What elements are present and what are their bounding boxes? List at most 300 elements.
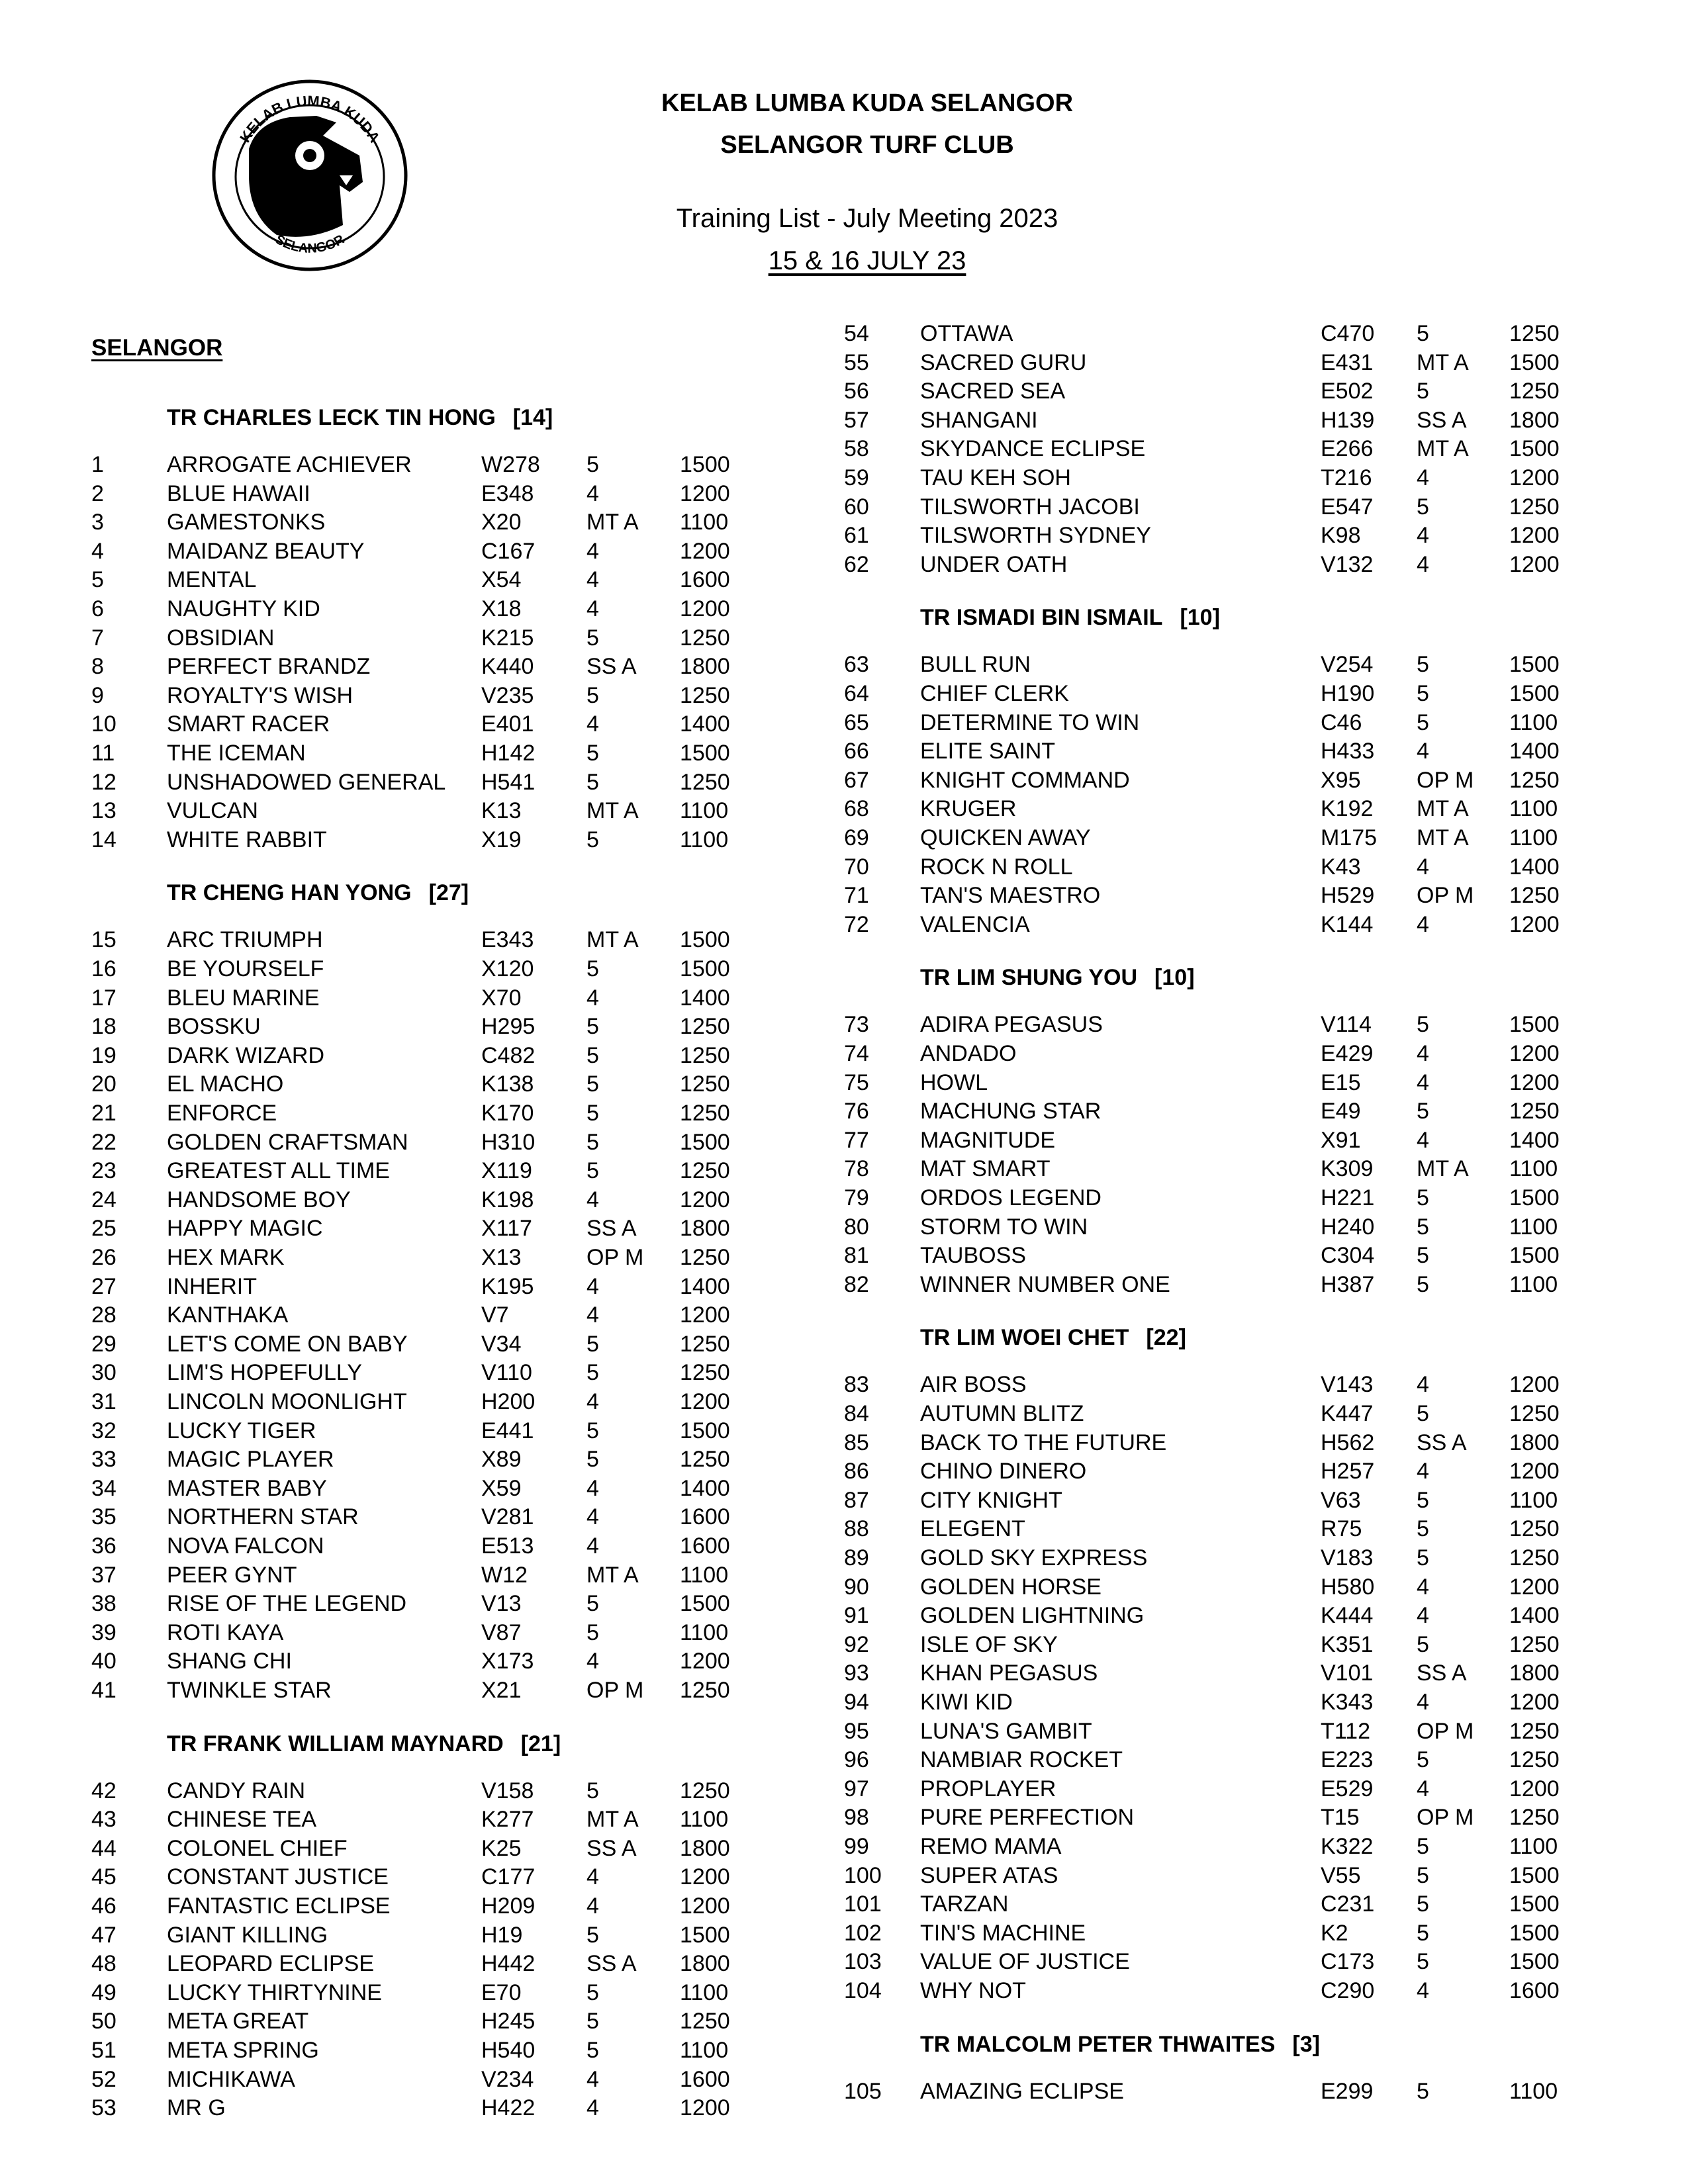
trainer-name: TR ISMADI BIN ISMAIL bbox=[920, 605, 1163, 631]
horse-name: ROCK N ROLL bbox=[920, 854, 1073, 880]
horse-name: EL MACHO bbox=[167, 1071, 284, 1097]
horse-name: CITY KNIGHT bbox=[920, 1487, 1062, 1513]
horse-number: 75 bbox=[844, 1069, 869, 1095]
horse-name: WHITE RABBIT bbox=[167, 827, 327, 852]
horse-name: LEOPARD ECLIPSE bbox=[167, 1951, 375, 1977]
club-name-malay: KELAB LUMBA KUDA SELANGOR bbox=[661, 89, 1074, 117]
horse-class: 4 bbox=[1417, 1069, 1429, 1095]
horse-class: 5 bbox=[1417, 1545, 1429, 1570]
horse-number: 44 bbox=[91, 1835, 117, 1861]
horse-name: KHAN PEGASUS bbox=[920, 1661, 1098, 1686]
horse-code: E441 bbox=[481, 1418, 534, 1443]
horse-distance: 1250 bbox=[680, 2009, 730, 2034]
horse-distance: 1250 bbox=[680, 625, 730, 651]
trainer-name: TR FRANK WILLIAM MAYNARD bbox=[167, 1731, 504, 1756]
horse-name: AIR BOSS bbox=[920, 1372, 1027, 1398]
horse-number: 9 bbox=[91, 682, 104, 708]
horse-name: ENFORCE bbox=[167, 1101, 277, 1126]
horse-name: DARK WIZARD bbox=[167, 1042, 324, 1068]
horse-number: 51 bbox=[91, 2038, 117, 2063]
horse-code: V87 bbox=[481, 1619, 522, 1645]
horse-name: CANDY RAIN bbox=[167, 1778, 306, 1803]
horse-code: X59 bbox=[481, 1475, 522, 1501]
horse-code: H221 bbox=[1321, 1185, 1375, 1210]
horse-distance: 1200 bbox=[680, 480, 730, 506]
horse-number: 63 bbox=[844, 652, 869, 678]
horse-class: 4 bbox=[1417, 1690, 1429, 1715]
horse-class: 4 bbox=[1417, 1459, 1429, 1484]
horse-name: BOSSKU bbox=[167, 1014, 261, 1040]
horse-code: V235 bbox=[481, 682, 534, 708]
horse-name: STORM TO WIN bbox=[920, 1214, 1088, 1240]
horse-number: 11 bbox=[91, 741, 115, 766]
horse-number: 54 bbox=[844, 321, 869, 346]
horse-name: WINNER NUMBER ONE bbox=[920, 1271, 1170, 1297]
horse-name: LINCOLN MOONLIGHT bbox=[167, 1389, 407, 1414]
horse-class: 5 bbox=[1417, 1243, 1429, 1269]
horse-name: KNIGHT COMMAND bbox=[920, 767, 1130, 793]
horse-distance: 1250 bbox=[680, 1778, 730, 1803]
horse-distance: 1250 bbox=[680, 1158, 730, 1184]
horse-name: ARC TRIUMPH bbox=[167, 927, 323, 953]
horse-distance: 1600 bbox=[680, 1533, 730, 1559]
horse-class: MT A bbox=[586, 927, 639, 953]
horse-number: 45 bbox=[91, 1864, 117, 1890]
trainer-heading bbox=[920, 965, 1195, 991]
horse-code: R75 bbox=[1321, 1516, 1362, 1542]
horse-class: 5 bbox=[1417, 709, 1429, 735]
horse-distance: 1500 bbox=[680, 452, 730, 477]
horse-number: 78 bbox=[844, 1156, 869, 1182]
horse-name: REMO MAMA bbox=[920, 1834, 1062, 1859]
horse-name: GAMESTONKS bbox=[167, 510, 326, 535]
horse-number: 12 bbox=[91, 769, 117, 795]
horse-name: LIM'S HOPEFULLY bbox=[167, 1360, 362, 1386]
horse-name: QUICKEN AWAY bbox=[920, 825, 1091, 850]
horse-class: 4 bbox=[586, 1893, 599, 1919]
horse-class: 5 bbox=[586, 2038, 599, 2063]
horse-code: K322 bbox=[1321, 1834, 1374, 1859]
horse-number: 37 bbox=[91, 1562, 117, 1588]
horse-number: 3 bbox=[91, 510, 104, 535]
horse-number: 86 bbox=[844, 1459, 869, 1484]
horse-class: 5 bbox=[1417, 321, 1429, 346]
horse-distance: 1200 bbox=[1509, 523, 1560, 549]
trainer-count: [10] bbox=[1180, 605, 1220, 631]
horse-distance: 1600 bbox=[680, 2066, 730, 2092]
horse-name: PROPLAYER bbox=[920, 1776, 1056, 1801]
horse-number: 42 bbox=[91, 1778, 117, 1803]
horse-distance: 1100 bbox=[1509, 1834, 1558, 1859]
horse-number: 99 bbox=[844, 1834, 869, 1859]
horse-code: X70 bbox=[481, 985, 522, 1011]
horse-distance: 1250 bbox=[1509, 767, 1560, 793]
horse-number: 50 bbox=[91, 2009, 117, 2034]
horse-code: H245 bbox=[481, 2009, 536, 2034]
horse-code: C167 bbox=[481, 538, 536, 564]
horse-class: 5 bbox=[586, 1778, 599, 1803]
horse-code: X18 bbox=[481, 596, 522, 621]
horse-distance: 1250 bbox=[680, 769, 730, 795]
horse-code: C46 bbox=[1321, 709, 1362, 735]
horse-name: FANTASTIC ECLIPSE bbox=[167, 1893, 391, 1919]
horse-code: K215 bbox=[481, 625, 534, 651]
horse-code: X21 bbox=[481, 1678, 522, 1703]
horse-name: ISLE OF SKY bbox=[920, 1631, 1058, 1657]
horse-code: X54 bbox=[481, 567, 522, 593]
horse-distance: 1200 bbox=[680, 1187, 730, 1212]
horse-class: SS A bbox=[586, 1951, 637, 1977]
horse-distance: 1400 bbox=[680, 985, 730, 1011]
horse-distance: 1400 bbox=[680, 1273, 730, 1299]
horse-code: C470 bbox=[1321, 321, 1375, 346]
horse-distance: 1250 bbox=[1509, 1631, 1560, 1657]
horse-number: 105 bbox=[844, 2078, 882, 2104]
horse-distance: 1250 bbox=[680, 1447, 730, 1473]
meeting-dates: 15 & 16 JULY 23 bbox=[768, 246, 966, 275]
horse-name: MENTAL bbox=[167, 567, 257, 593]
horse-name: SKYDANCE ECLIPSE bbox=[920, 436, 1146, 462]
horse-name: GREATEST ALL TIME bbox=[167, 1158, 390, 1184]
horse-number: 58 bbox=[844, 436, 869, 462]
trainer-name: TR LIM WOEI CHET bbox=[920, 1325, 1129, 1351]
document-title: Training List - July Meeting 2023 bbox=[676, 204, 1058, 233]
horse-number: 73 bbox=[844, 1012, 869, 1038]
horse-code: C290 bbox=[1321, 1978, 1375, 2003]
horse-code: H562 bbox=[1321, 1430, 1375, 1455]
horse-class: 5 bbox=[586, 1042, 599, 1068]
horse-distance: 1250 bbox=[1509, 1516, 1560, 1542]
horse-class: 4 bbox=[586, 1533, 599, 1559]
horse-name: HAPPY MAGIC bbox=[167, 1216, 323, 1242]
horse-code: X89 bbox=[481, 1447, 522, 1473]
horse-distance: 1100 bbox=[680, 798, 729, 824]
horse-code: W278 bbox=[481, 452, 540, 477]
horse-name: HOWL bbox=[920, 1069, 988, 1095]
horse-class: OP M bbox=[1417, 1805, 1474, 1831]
horse-code: H580 bbox=[1321, 1574, 1375, 1600]
horse-distance: 1200 bbox=[680, 2095, 730, 2121]
horse-code: V7 bbox=[481, 1302, 509, 1328]
trainer-count: [10] bbox=[1154, 965, 1195, 991]
horse-code: E266 bbox=[1321, 436, 1374, 462]
horse-class: 5 bbox=[1417, 1631, 1429, 1657]
horse-number: 89 bbox=[844, 1545, 869, 1570]
horse-code: K277 bbox=[481, 1807, 534, 1833]
horse-number: 16 bbox=[91, 956, 117, 981]
horse-name: BLUE HAWAII bbox=[167, 480, 310, 506]
horse-distance: 1500 bbox=[1509, 1891, 1560, 1917]
horse-code: X13 bbox=[481, 1245, 522, 1270]
horse-class: 4 bbox=[1417, 854, 1429, 880]
horse-name: CHIEF CLERK bbox=[920, 681, 1069, 706]
horse-number: 10 bbox=[91, 711, 117, 737]
trainer-heading bbox=[920, 2032, 1320, 2058]
horse-class: 5 bbox=[586, 956, 599, 981]
horse-name: TIN'S MACHINE bbox=[920, 1920, 1086, 1946]
horse-class: 5 bbox=[586, 1591, 599, 1617]
horse-number: 96 bbox=[844, 1747, 869, 1773]
horse-name: LET'S COME ON BABY bbox=[167, 1331, 408, 1357]
horse-number: 66 bbox=[844, 739, 869, 764]
horse-number: 34 bbox=[91, 1475, 117, 1501]
horse-code: V132 bbox=[1321, 551, 1374, 577]
horse-name: LUCKY TIGER bbox=[167, 1418, 316, 1443]
horse-name: MAIDANZ BEAUTY bbox=[167, 538, 365, 564]
horse-code: V254 bbox=[1321, 652, 1374, 678]
horse-distance: 1500 bbox=[1509, 1243, 1560, 1269]
horse-name: VULCAN bbox=[167, 798, 258, 824]
horse-class: 5 bbox=[586, 1418, 599, 1443]
horse-distance: 1500 bbox=[680, 1922, 730, 1948]
horse-number: 52 bbox=[91, 2066, 117, 2092]
horse-number: 69 bbox=[844, 825, 869, 850]
horse-class: 4 bbox=[586, 2095, 599, 2121]
horse-code: K43 bbox=[1321, 854, 1361, 880]
horse-code: K138 bbox=[481, 1071, 534, 1097]
horse-class: MT A bbox=[586, 1807, 639, 1833]
horse-class: 5 bbox=[1417, 1099, 1429, 1124]
horse-number: 82 bbox=[844, 1271, 869, 1297]
horse-number: 23 bbox=[91, 1158, 117, 1184]
horse-code: X19 bbox=[481, 827, 522, 852]
horse-number: 76 bbox=[844, 1099, 869, 1124]
trainer-name: TR LIM SHUNG YOU bbox=[920, 965, 1138, 991]
horse-distance: 1200 bbox=[1509, 1069, 1560, 1095]
horse-number: 24 bbox=[91, 1187, 117, 1212]
horse-class: 5 bbox=[1417, 652, 1429, 678]
horse-code: K170 bbox=[481, 1101, 534, 1126]
horse-name: BLEU MARINE bbox=[167, 985, 320, 1011]
horse-name: ROYALTY'S WISH bbox=[167, 682, 353, 708]
horse-name: PERFECT BRANDZ bbox=[167, 654, 371, 680]
horse-class: 5 bbox=[586, 1129, 599, 1155]
horse-distance: 1250 bbox=[680, 1071, 730, 1097]
horse-name: KIWI KID bbox=[920, 1690, 1013, 1715]
horse-class: 5 bbox=[1417, 681, 1429, 706]
horse-distance: 1100 bbox=[680, 827, 729, 852]
horse-code: X95 bbox=[1321, 767, 1361, 793]
horse-number: 28 bbox=[91, 1302, 117, 1328]
horse-class: 4 bbox=[1417, 1574, 1429, 1600]
horse-code: V63 bbox=[1321, 1487, 1361, 1513]
horse-distance: 1100 bbox=[1509, 709, 1558, 735]
horse-distance: 1600 bbox=[680, 567, 730, 593]
horse-class: 5 bbox=[1417, 1401, 1429, 1426]
horse-code: H295 bbox=[481, 1014, 536, 1040]
horse-code: K351 bbox=[1321, 1631, 1374, 1657]
club-name-english: SELANGOR TURF CLUB bbox=[720, 131, 1014, 159]
horse-class: 5 bbox=[586, 2009, 599, 2034]
horse-name: ELEGENT bbox=[920, 1516, 1025, 1542]
horse-number: 87 bbox=[844, 1487, 869, 1513]
horse-code: C304 bbox=[1321, 1243, 1375, 1269]
horse-distance: 1100 bbox=[680, 510, 729, 535]
horse-distance: 1250 bbox=[1509, 494, 1560, 520]
horse-name: CHINO DINERO bbox=[920, 1459, 1087, 1484]
horse-name: INHERIT bbox=[167, 1273, 257, 1299]
horse-distance: 1200 bbox=[1509, 1574, 1560, 1600]
horse-name: GOLDEN CRAFTSMAN bbox=[167, 1129, 408, 1155]
horse-name: TAU KEH SOH bbox=[920, 465, 1071, 490]
horse-distance: 1200 bbox=[1509, 1776, 1560, 1801]
horse-code: E49 bbox=[1321, 1099, 1361, 1124]
horse-name: GOLDEN HORSE bbox=[920, 1574, 1102, 1600]
horse-number: 7 bbox=[91, 625, 104, 651]
horse-number: 6 bbox=[91, 596, 104, 621]
horse-distance: 1100 bbox=[1509, 1487, 1558, 1513]
horse-name: AUTUMN BLITZ bbox=[920, 1401, 1084, 1426]
horse-class: 5 bbox=[586, 1619, 599, 1645]
horse-name: TAUBOSS bbox=[920, 1243, 1026, 1269]
horse-name: HANDSOME BOY bbox=[167, 1187, 351, 1212]
horse-number: 39 bbox=[91, 1619, 117, 1645]
horse-code: V13 bbox=[481, 1591, 522, 1617]
horse-number: 70 bbox=[844, 854, 869, 880]
horse-number: 65 bbox=[844, 709, 869, 735]
horse-number: 36 bbox=[91, 1533, 117, 1559]
horse-name: UNSHADOWED GENERAL bbox=[167, 769, 446, 795]
horse-number: 77 bbox=[844, 1127, 869, 1153]
horse-code: W12 bbox=[481, 1562, 528, 1588]
horse-distance: 1400 bbox=[1509, 739, 1560, 764]
horse-code: V110 bbox=[481, 1360, 532, 1386]
horse-name: MACHUNG STAR bbox=[920, 1099, 1102, 1124]
horse-code: X117 bbox=[481, 1216, 532, 1242]
horse-number: 1 bbox=[91, 452, 104, 477]
horse-number: 81 bbox=[844, 1243, 869, 1269]
horse-class: 4 bbox=[586, 480, 599, 506]
horse-name: NORTHERN STAR bbox=[167, 1504, 359, 1530]
horse-class: 4 bbox=[586, 1475, 599, 1501]
horse-code: K198 bbox=[481, 1187, 534, 1212]
section-title: SELANGOR bbox=[91, 335, 223, 361]
horse-number: 60 bbox=[844, 494, 869, 520]
horse-number: 27 bbox=[91, 1273, 117, 1299]
horse-code: H541 bbox=[481, 769, 536, 795]
horse-class: OP M bbox=[1417, 1718, 1474, 1744]
horse-code: E70 bbox=[481, 1979, 522, 2005]
horse-distance: 1200 bbox=[680, 1389, 730, 1414]
horse-code: H422 bbox=[481, 2095, 536, 2121]
horse-code: V281 bbox=[481, 1504, 534, 1530]
horse-number: 71 bbox=[844, 883, 869, 909]
horse-name: META GREAT bbox=[167, 2009, 309, 2034]
horse-number: 4 bbox=[91, 538, 104, 564]
horse-distance: 1100 bbox=[1509, 796, 1558, 822]
trainer-heading bbox=[920, 1325, 1186, 1351]
horse-class: 5 bbox=[586, 1331, 599, 1357]
horse-number: 18 bbox=[91, 1014, 117, 1040]
horse-code: M175 bbox=[1321, 825, 1378, 850]
horse-class: 4 bbox=[586, 1864, 599, 1890]
horse-code: H190 bbox=[1321, 681, 1375, 706]
horse-distance: 1250 bbox=[680, 1042, 730, 1068]
horse-number: 97 bbox=[844, 1776, 869, 1801]
horse-name: OBSIDIAN bbox=[167, 625, 275, 651]
horse-number: 32 bbox=[91, 1418, 117, 1443]
horse-class: MT A bbox=[1417, 825, 1469, 850]
horse-name: SHANG CHI bbox=[167, 1649, 292, 1674]
horse-name: SACRED GURU bbox=[920, 349, 1087, 375]
horse-distance: 1250 bbox=[1509, 1805, 1560, 1831]
horse-class: 5 bbox=[586, 1360, 599, 1386]
horse-name: HEX MARK bbox=[167, 1245, 285, 1270]
horse-name: GIANT KILLING bbox=[167, 1922, 328, 1948]
horse-distance: 1200 bbox=[1509, 551, 1560, 577]
horse-distance: 1250 bbox=[680, 682, 730, 708]
horse-number: 104 bbox=[844, 1978, 882, 2003]
horse-name: ARROGATE ACHIEVER bbox=[167, 452, 412, 477]
horse-number: 90 bbox=[844, 1574, 869, 1600]
horse-code: V55 bbox=[1321, 1862, 1361, 1888]
horse-class: 5 bbox=[1417, 1920, 1429, 1946]
horse-code: E529 bbox=[1321, 1776, 1374, 1801]
horse-name: COLONEL CHIEF bbox=[167, 1835, 348, 1861]
horse-number: 83 bbox=[844, 1372, 869, 1398]
horse-code: K447 bbox=[1321, 1401, 1374, 1426]
horse-number: 19 bbox=[91, 1042, 117, 1068]
trainer-count: [27] bbox=[428, 880, 469, 906]
horse-class: MT A bbox=[1417, 1156, 1469, 1182]
horse-name: KANTHAKA bbox=[167, 1302, 289, 1328]
horse-number: 64 bbox=[844, 681, 869, 706]
horse-distance: 1200 bbox=[1509, 911, 1560, 937]
horse-distance: 1100 bbox=[1509, 825, 1558, 850]
horse-name: CHINESE TEA bbox=[167, 1807, 317, 1833]
horse-name: SUPER ATAS bbox=[920, 1862, 1058, 1888]
horse-name: NAMBIAR ROCKET bbox=[920, 1747, 1123, 1773]
horse-distance: 1250 bbox=[680, 1331, 730, 1357]
horse-number: 91 bbox=[844, 1603, 869, 1629]
horse-code: H540 bbox=[481, 2038, 536, 2063]
horse-name: BE YOURSELF bbox=[167, 956, 324, 981]
horse-distance: 1250 bbox=[680, 1101, 730, 1126]
horse-distance: 1100 bbox=[680, 1562, 729, 1588]
horse-code: K309 bbox=[1321, 1156, 1374, 1182]
horse-number: 15 bbox=[91, 927, 117, 953]
horse-name: TWINKLE STAR bbox=[167, 1678, 332, 1703]
horse-class: MT A bbox=[1417, 349, 1469, 375]
horse-class: 5 bbox=[586, 827, 599, 852]
horse-distance: 1500 bbox=[1509, 1012, 1560, 1038]
horse-distance: 1250 bbox=[1509, 1401, 1560, 1426]
horse-number: 103 bbox=[844, 1949, 882, 1975]
horse-name: MICHIKAWA bbox=[167, 2066, 295, 2092]
horse-distance: 1800 bbox=[1509, 1430, 1560, 1455]
horse-code: E513 bbox=[481, 1533, 534, 1559]
horse-distance: 1500 bbox=[1509, 1920, 1560, 1946]
horse-class: 5 bbox=[1417, 1185, 1429, 1210]
horse-number: 35 bbox=[91, 1504, 117, 1530]
horse-name: THE ICEMAN bbox=[167, 741, 306, 766]
horse-class: MT A bbox=[586, 798, 639, 824]
horse-distance: 1100 bbox=[680, 1979, 729, 2005]
horse-class: 5 bbox=[586, 1922, 599, 1948]
horse-number: 14 bbox=[91, 827, 117, 852]
horse-distance: 1500 bbox=[1509, 652, 1560, 678]
trainer-count: [21] bbox=[520, 1731, 561, 1756]
horse-name: SACRED SEA bbox=[920, 379, 1066, 404]
horse-distance: 1200 bbox=[680, 1302, 730, 1328]
horse-code: H433 bbox=[1321, 739, 1375, 764]
horse-number: 48 bbox=[91, 1951, 117, 1977]
horse-distance: 1250 bbox=[1509, 1545, 1560, 1570]
horse-code: H200 bbox=[481, 1389, 536, 1414]
horse-name: BULL RUN bbox=[920, 652, 1031, 678]
horse-code: H257 bbox=[1321, 1459, 1375, 1484]
horse-name: GOLDEN LIGHTNING bbox=[920, 1603, 1145, 1629]
